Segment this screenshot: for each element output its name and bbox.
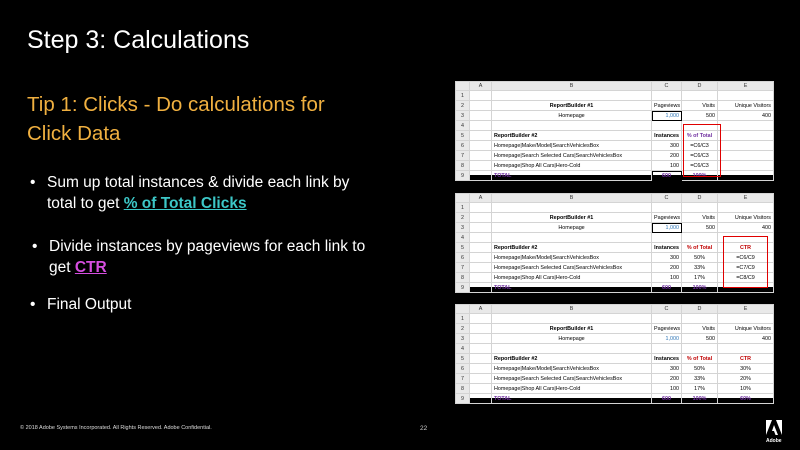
cell[interactable]: Visits [682,324,718,334]
sheet-grid [455,193,774,293]
cell[interactable] [718,131,774,141]
table-row [456,273,774,283]
cell[interactable]: CTR [718,243,774,253]
table-row [456,171,774,181]
cell[interactable]: 100 [652,384,682,394]
table-row [456,384,774,394]
cell[interactable]: Unique Visitors [718,101,774,111]
table-row [456,233,774,243]
column-header[interactable]: A [470,305,492,314]
cell[interactable]: 100 [652,273,682,283]
column-header[interactable]: A [470,82,492,91]
cell[interactable]: 20% [718,374,774,384]
cell[interactable]: Pageviews [652,324,682,334]
cell[interactable]: Unique Visitors [718,213,774,223]
cell[interactable] [470,151,492,161]
cell[interactable]: ReportBuilder #2 [492,354,652,364]
bullet-2-highlight: CTR [74,259,107,276]
row-header[interactable]: 7 [456,374,470,384]
row-header[interactable]: 9 [456,171,470,181]
cell[interactable]: Visits [682,101,718,111]
cell[interactable] [492,203,652,213]
cell[interactable] [470,243,492,253]
cell[interactable]: 600 [652,283,682,293]
cell[interactable] [682,121,718,131]
cell[interactable] [718,233,774,243]
row-header[interactable]: 1 [456,314,470,324]
row-header[interactable]: 4 [456,344,470,354]
cell[interactable]: 1,000 [652,334,682,344]
cell[interactable]: 50% [682,253,718,263]
cell[interactable]: 500 [682,334,718,344]
cell[interactable] [470,111,492,121]
row-header[interactable]: 5 [456,354,470,364]
bullet-2-text: Divide instances by pageviews for each link to get [49,238,366,276]
column-header[interactable]: E [718,305,774,314]
row-header[interactable]: 2 [456,213,470,223]
row-header[interactable]: 9 [456,283,470,293]
cell[interactable] [470,273,492,283]
cell[interactable]: Pageviews [652,101,682,111]
tip-heading: Tip 1: Clicks - Do calculations for Click Data [27,93,325,145]
cell[interactable]: 200 [652,151,682,161]
spreadsheet-2 [455,193,773,291]
cell[interactable]: Homepage|Make/Model|SearchVehiclesBox [492,253,652,263]
cell[interactable]: Homepage|Make/Model|SearchVehiclesBox [492,364,652,374]
row-header[interactable]: 4 [456,233,470,243]
cell[interactable]: Homepage|Shop All Cars|Hero-Cold [492,273,652,283]
cell[interactable]: 300 [652,141,682,151]
cell[interactable]: 400 [718,334,774,344]
table-row [456,374,774,384]
row-header[interactable]: 8 [456,384,470,394]
cell[interactable] [470,324,492,334]
column-header[interactable]: B [492,194,652,203]
sheet-grid [455,81,774,181]
cell[interactable] [470,263,492,273]
cell[interactable]: 50% [682,364,718,374]
column-header-row [456,82,774,91]
cell[interactable] [470,91,492,101]
cell[interactable]: 60% [718,394,774,404]
cell[interactable]: =C6/C3 [682,161,718,171]
cell[interactable]: TOTAL [492,171,652,181]
column-header[interactable]: D [682,194,718,203]
row-header[interactable]: 3 [456,111,470,121]
row-header[interactable]: 9 [456,394,470,404]
cell[interactable] [470,253,492,263]
row-header[interactable]: 1 [456,203,470,213]
slide-title: Step 3: Calculations [27,26,250,54]
cell[interactable]: =C7/C9 [718,263,774,273]
cell[interactable]: % of Total [682,131,718,141]
table-row [456,131,774,141]
cell[interactable]: 1,000 [652,111,682,121]
cell[interactable] [492,314,652,324]
cell[interactable] [718,141,774,151]
cell[interactable]: 33% [682,263,718,273]
cell[interactable]: Pageviews [652,213,682,223]
table-row [456,161,774,171]
spreadsheet-3 [455,304,773,402]
cell[interactable]: 400 [718,111,774,121]
bullet-1-text: Sum up total instances & divide each link by total to get [47,174,350,212]
cell[interactable]: 17% [682,273,718,283]
cell[interactable] [652,344,682,354]
cell[interactable]: ReportBuilder #1 [492,324,652,334]
cell[interactable]: 100% [682,394,718,404]
sheet-grid [455,304,774,404]
cell[interactable]: =C6/C3 [682,151,718,161]
cell[interactable] [470,131,492,141]
page-number: 22 [420,425,428,432]
cell[interactable]: 600 [652,171,682,181]
bullet-1 [30,172,367,214]
cell[interactable] [492,91,652,101]
row-header[interactable]: 5 [456,131,470,141]
column-header[interactable]: E [718,194,774,203]
cell[interactable] [470,233,492,243]
cell[interactable] [718,151,774,161]
table-row [456,111,774,121]
cell[interactable]: Instances [652,131,682,141]
cell[interactable] [470,394,492,404]
adobe-logo-icon [766,420,782,440]
cell[interactable]: Homepage|Search Selected Cars|SearchVehiclesBox [492,263,652,273]
cell[interactable] [682,233,718,243]
row-header[interactable]: 7 [456,151,470,161]
cell[interactable] [470,384,492,394]
column-header[interactable]: A [470,194,492,203]
table-row [456,203,774,213]
cell[interactable] [682,344,718,354]
cell[interactable] [718,171,774,181]
cell[interactable]: Homepage|Make/Model|SearchVehiclesBox [492,141,652,151]
cell[interactable] [470,344,492,354]
cell[interactable]: Homepage|Shop All Cars|Hero-Cold [492,161,652,171]
column-header-row [456,305,774,314]
cell[interactable] [718,203,774,213]
table-row [456,243,774,253]
column-header[interactable] [456,82,470,91]
table-row [456,141,774,151]
cell[interactable] [652,121,682,131]
footer-copyright: © 2018 Adobe Systems Incorporated. All Rights Reserved. Adobe Confidential. [20,425,212,431]
cell[interactable] [470,141,492,151]
column-header[interactable] [456,194,470,203]
cell[interactable]: ReportBuilder #1 [492,213,652,223]
table-row [456,364,774,374]
cell[interactable] [682,91,718,101]
row-header[interactable]: 7 [456,263,470,273]
column-header-row [456,194,774,203]
cell[interactable]: % of Total [682,354,718,364]
row-header[interactable]: 2 [456,101,470,111]
column-header[interactable]: E [718,82,774,91]
cell[interactable]: 300 [652,253,682,263]
cell[interactable] [718,161,774,171]
row-header[interactable]: 6 [456,141,470,151]
cell[interactable] [718,91,774,101]
cell[interactable]: 17% [682,384,718,394]
cell[interactable]: 30% [718,364,774,374]
cell[interactable] [492,121,652,131]
cell[interactable]: 400 [718,223,774,233]
row-header[interactable]: 8 [456,161,470,171]
cell[interactable]: ReportBuilder #2 [492,243,652,253]
table-row [456,283,774,293]
cell[interactable]: 500 [682,111,718,121]
cell[interactable]: Homepage [492,111,652,121]
adobe-logo-text: Adobe [766,438,782,444]
cell[interactable]: Instances [652,354,682,364]
bullet-3 [30,294,367,315]
cell[interactable] [718,283,774,293]
column-header[interactable]: B [492,82,652,91]
table-row [456,121,774,131]
row-header[interactable]: 4 [456,121,470,131]
cell[interactable]: =C8/C9 [718,273,774,283]
row-header[interactable]: 2 [456,324,470,334]
cell[interactable]: Homepage [492,223,652,233]
cell[interactable]: Homepage|Search Selected Cars|SearchVehiclesBox [492,374,652,384]
cell[interactable]: =C6/C3 [682,141,718,151]
cell[interactable] [652,233,682,243]
cell[interactable]: 200 [652,263,682,273]
column-header[interactable]: B [492,305,652,314]
cell[interactable] [470,213,492,223]
table-row [456,354,774,364]
row-header[interactable]: 1 [456,91,470,101]
cell[interactable] [470,314,492,324]
column-header[interactable]: D [682,305,718,314]
column-header[interactable]: D [682,82,718,91]
cell[interactable]: Unique Visitors [718,324,774,334]
spreadsheet-1 [455,81,773,179]
cell[interactable]: Homepage|Search Selected Cars|SearchVehiclesBox [492,151,652,161]
cell[interactable]: Homepage [492,334,652,344]
cell[interactable]: 1,000 [652,223,682,233]
cell[interactable] [470,334,492,344]
cell[interactable]: 100 [652,161,682,171]
column-header[interactable]: C [652,194,682,203]
row-header[interactable]: 3 [456,334,470,344]
bullet-1-highlight: % of Total Clicks [123,195,247,212]
cell[interactable]: CTR [718,354,774,364]
cell[interactable] [470,374,492,384]
cell[interactable] [682,314,718,324]
column-header[interactable]: C [652,82,682,91]
cell[interactable]: 200 [652,374,682,384]
column-header[interactable] [456,305,470,314]
cell[interactable] [492,344,652,354]
column-header[interactable]: C [652,305,682,314]
cell[interactable] [470,101,492,111]
cell[interactable] [718,121,774,131]
cell[interactable] [470,121,492,131]
row-header[interactable]: 3 [456,223,470,233]
cell[interactable]: 10% [718,384,774,394]
cell[interactable]: 500 [682,223,718,233]
cell[interactable]: 300 [652,364,682,374]
cell[interactable]: 33% [682,374,718,384]
cell[interactable] [470,161,492,171]
cell[interactable]: Visits [682,213,718,223]
cell[interactable]: ReportBuilder #1 [492,101,652,111]
table-row [456,344,774,354]
cell[interactable] [470,223,492,233]
table-row [456,91,774,101]
cell[interactable]: Instances [652,243,682,253]
table-row [456,324,774,334]
table-row [456,223,774,233]
row-header[interactable]: 6 [456,253,470,263]
table-row [456,334,774,344]
cell[interactable] [652,314,682,324]
cell[interactable]: ReportBuilder #2 [492,131,652,141]
table-row [456,314,774,324]
cell[interactable]: TOTAL [492,394,652,404]
cell[interactable] [470,283,492,293]
cell[interactable]: Homepage|Shop All Cars|Hero-Cold [492,384,652,394]
cell[interactable]: 100% [682,171,718,181]
cell[interactable] [652,203,682,213]
cell[interactable]: % of Total [682,243,718,253]
row-header[interactable]: 6 [456,364,470,374]
cell[interactable] [470,171,492,181]
cell[interactable] [718,314,774,324]
bullet-3-text: Final Output [47,296,132,313]
cell[interactable]: 600 [652,394,682,404]
cell[interactable]: =C6/C9 [718,253,774,263]
row-header[interactable]: 8 [456,273,470,283]
table-row [456,151,774,161]
cell[interactable] [718,344,774,354]
table-row [456,394,774,404]
cell[interactable] [682,203,718,213]
cell[interactable] [492,233,652,243]
cell[interactable] [470,354,492,364]
table-row [456,263,774,273]
cell[interactable] [470,203,492,213]
table-row [456,213,774,223]
bullet-2 [32,236,369,278]
table-row [456,253,774,263]
cell[interactable]: 100% [682,283,718,293]
row-header[interactable]: 5 [456,243,470,253]
table-row [456,101,774,111]
cell[interactable] [652,91,682,101]
cell[interactable] [470,364,492,374]
cell[interactable]: TOTAL [492,283,652,293]
